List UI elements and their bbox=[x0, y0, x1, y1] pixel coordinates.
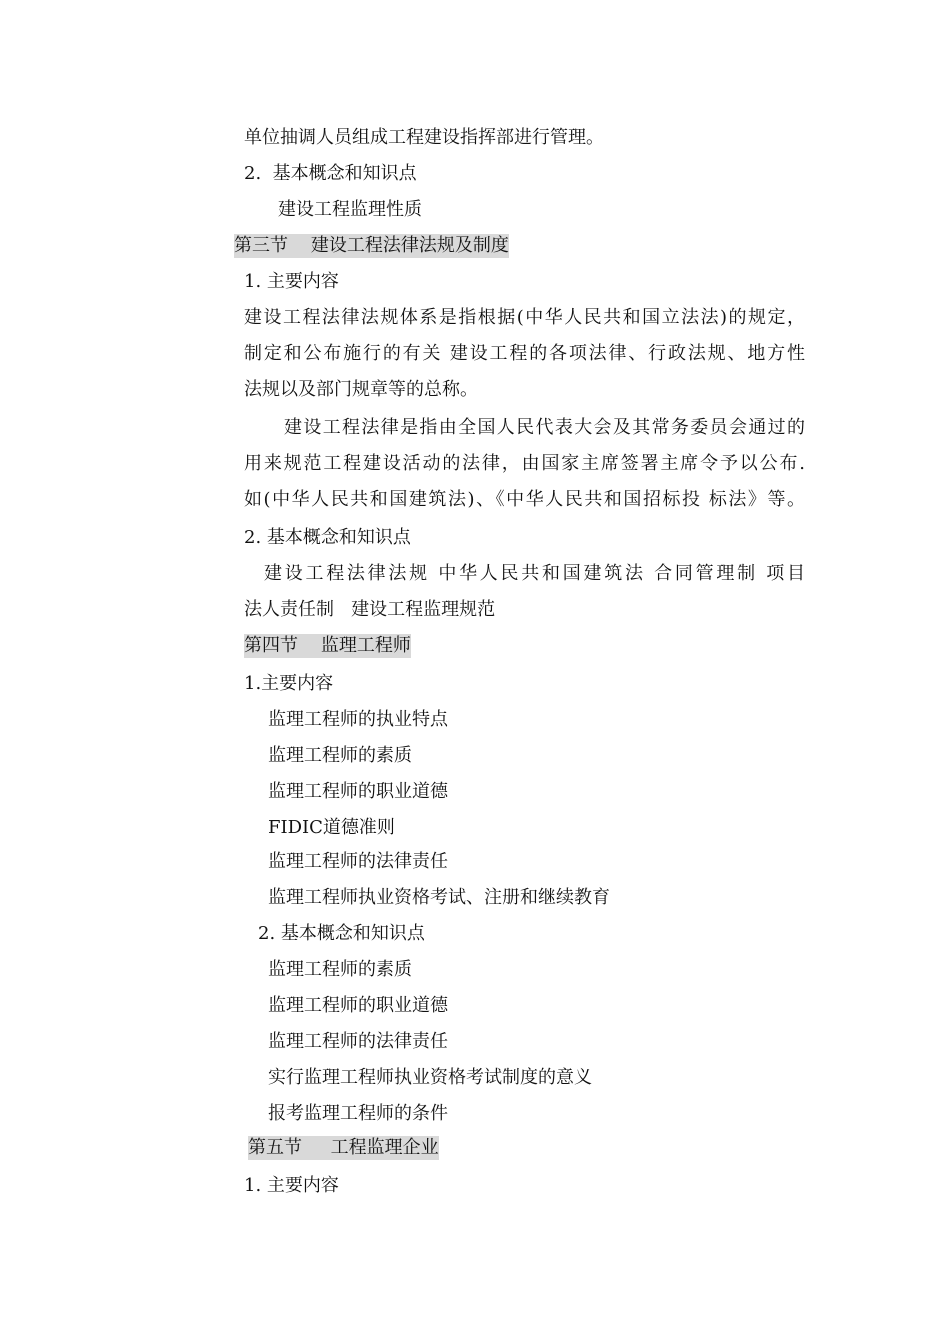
section-heading: 第三节 建设工程法律法规及制度 bbox=[234, 235, 509, 256]
paragraph-line: 如(中华人民共和国建筑法)、《中华人民共和国招标投 标法》等。 bbox=[244, 489, 805, 510]
list-item: FIDIC道德准则 bbox=[268, 817, 395, 838]
numbered-subheading: 1.主要内容 bbox=[244, 673, 334, 694]
numbered-subheading: 2. 基本概念和知识点 bbox=[244, 527, 411, 548]
paragraph-line: 建设工程法律是指由全国人民代表大会及其常务委员会通过的 bbox=[284, 417, 805, 438]
paragraph-line: 法人责任制 建设工程监理规范 bbox=[244, 599, 496, 620]
text-line: 单位抽调人员组成工程建设指挥部进行管理。 bbox=[244, 127, 604, 148]
section-heading: 第五节 工程监理企业 bbox=[248, 1137, 439, 1158]
list-item: 监理工程师的素质 bbox=[268, 745, 412, 766]
list-item: 监理工程师的素质 bbox=[268, 959, 412, 980]
text-line: 建设工程监理性质 bbox=[278, 199, 422, 220]
list-item: 监理工程师的执业特点 bbox=[268, 709, 448, 730]
numbered-subheading: 2. 基本概念和知识点 bbox=[244, 163, 417, 184]
list-item: 监理工程师的法律责任 bbox=[268, 851, 448, 872]
section-heading: 第四节 监理工程师 bbox=[244, 635, 411, 656]
numbered-subheading: 1. 主要内容 bbox=[244, 1175, 339, 1196]
list-item: 报考监理工程师的条件 bbox=[268, 1103, 448, 1124]
list-item: 监理工程师的法律责任 bbox=[268, 1031, 448, 1052]
paragraph-line: 建设工程法律法规 中华人民共和国建筑法 合同管理制 项目 bbox=[264, 563, 805, 584]
numbered-subheading: 2. 基本概念和知识点 bbox=[258, 923, 425, 944]
paragraph-line: 用来规范工程建设活动的法律，由国家主席签署主席令予以公布. bbox=[244, 453, 805, 474]
list-item: 监理工程师的职业道德 bbox=[268, 995, 448, 1016]
paragraph-line: 法规以及部门规章等的总称。 bbox=[244, 379, 478, 400]
list-item: 实行监理工程师执业资格考试制度的意义 bbox=[268, 1067, 592, 1088]
numbered-subheading: 1. 主要内容 bbox=[244, 271, 339, 292]
list-item: 监理工程师执业资格考试、注册和继续教育 bbox=[268, 887, 610, 908]
list-item: 监理工程师的职业道德 bbox=[268, 781, 448, 802]
paragraph-line: 建设工程法律法规体系是指根据(中华人民共和国立法法)的规定， bbox=[244, 307, 805, 328]
paragraph-line: 制定和公布施行的有关 建设工程的各项法律、行政法规、地方性 bbox=[244, 343, 805, 364]
